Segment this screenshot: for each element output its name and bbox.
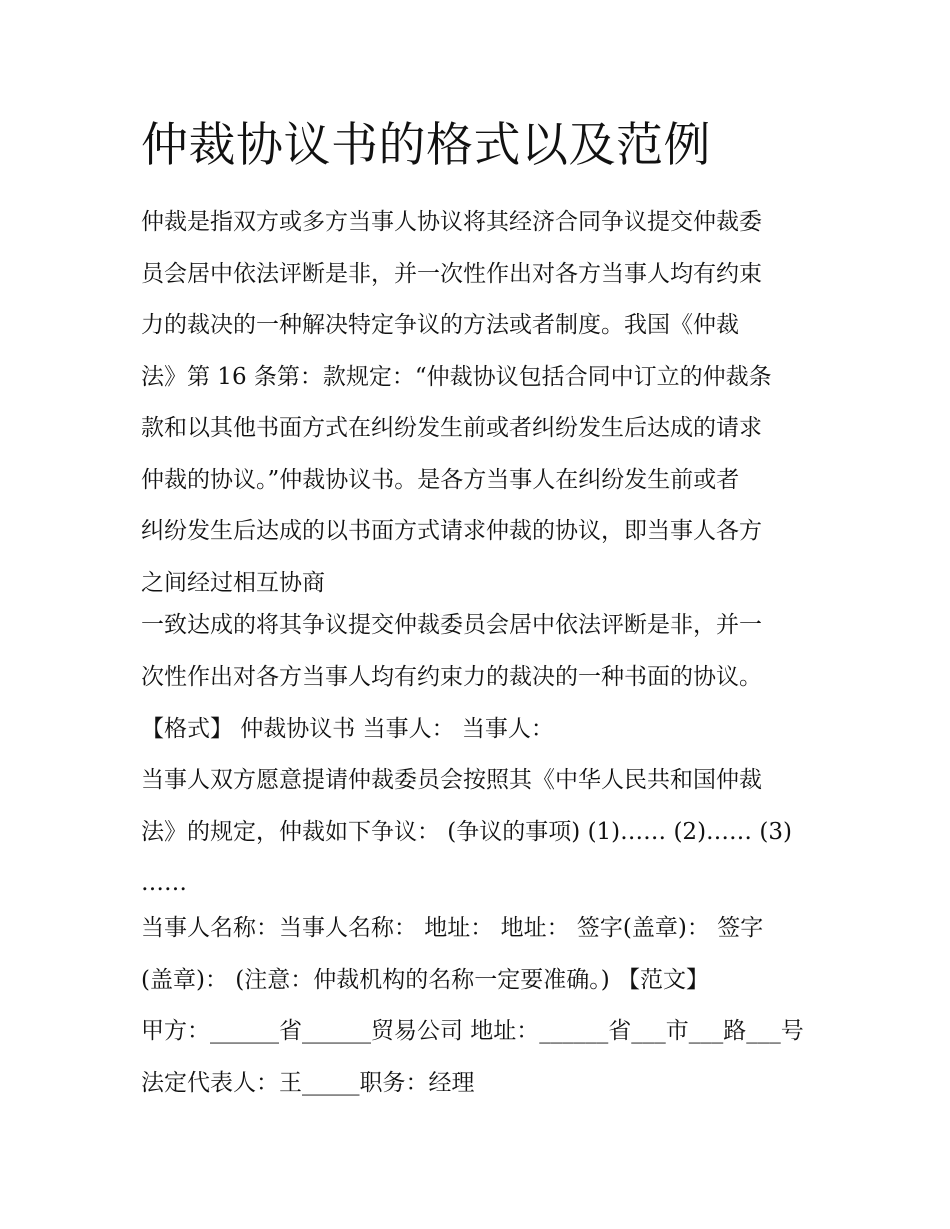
paragraph-signatures [141,903,821,1109]
text-line: 法定代表人：王_____职务：经理 [141,1069,475,1096]
text-line: 款和以其他书面方式在纠纷发生前或者纠纷发生后达成的请求 [141,415,762,441]
text-line: (盖章)： (注意：仲裁机构的名称一定要准确。) 【范文】 [141,966,710,993]
text-line: 当事人双方愿意提请仲裁委员会按照其《中华人民共和国仲裁 [141,767,762,793]
text-line: 纠纷发生后达成的以书面方式请求仲裁的协议，即当事人各方 [141,518,762,544]
text-line: 当事人名称：当事人名称： 地址： 地址： 签字(盖章)： 签字 [141,915,764,941]
paragraph-dispute [141,755,821,910]
document-title: 仲裁协议书的格式以及范例 [141,118,711,173]
text-line: …… [141,870,187,896]
paragraph-format-heading [141,704,821,756]
text-line: 仲裁的协议。”仲裁协议书。是各方当事人在纠纷发生前或者 [141,466,740,493]
paragraph-agreement [141,600,821,703]
text-line: 仲裁是指双方或多方当事人协议将其经济合同争议提交仲裁委 [141,209,762,235]
text-line: 之间经过相互协商 [141,569,325,596]
text-line: 员会居中依法评断是非，并一次性作出对各方当事人均有约束 [141,260,762,287]
text-line: 【格式】 仲裁协议书 当事人： 当事人： [141,716,554,742]
text-line: 法》第 16 条第：款规定：“仲裁协议包括合同中订立的仲裁条 [141,363,772,390]
text-line: 次性作出对各方当事人均有约束力的裁决的一种书面的协议。 [141,663,762,690]
text-line: 一致达成的将其争议提交仲裁委员会居中依法评断是非，并一 [141,612,762,638]
text-line: 法》的规定，仲裁如下争议： (争议的事项) (1)…… (2)…… (3) [141,818,792,845]
text-line: 甲方：______省______贸易公司 地址：______省___市___路___号 [141,1018,804,1044]
paragraph-definition [141,197,821,609]
text-line: 力的裁决的一种解决特定争议的方法或者制度。我国《仲裁 [141,312,739,338]
